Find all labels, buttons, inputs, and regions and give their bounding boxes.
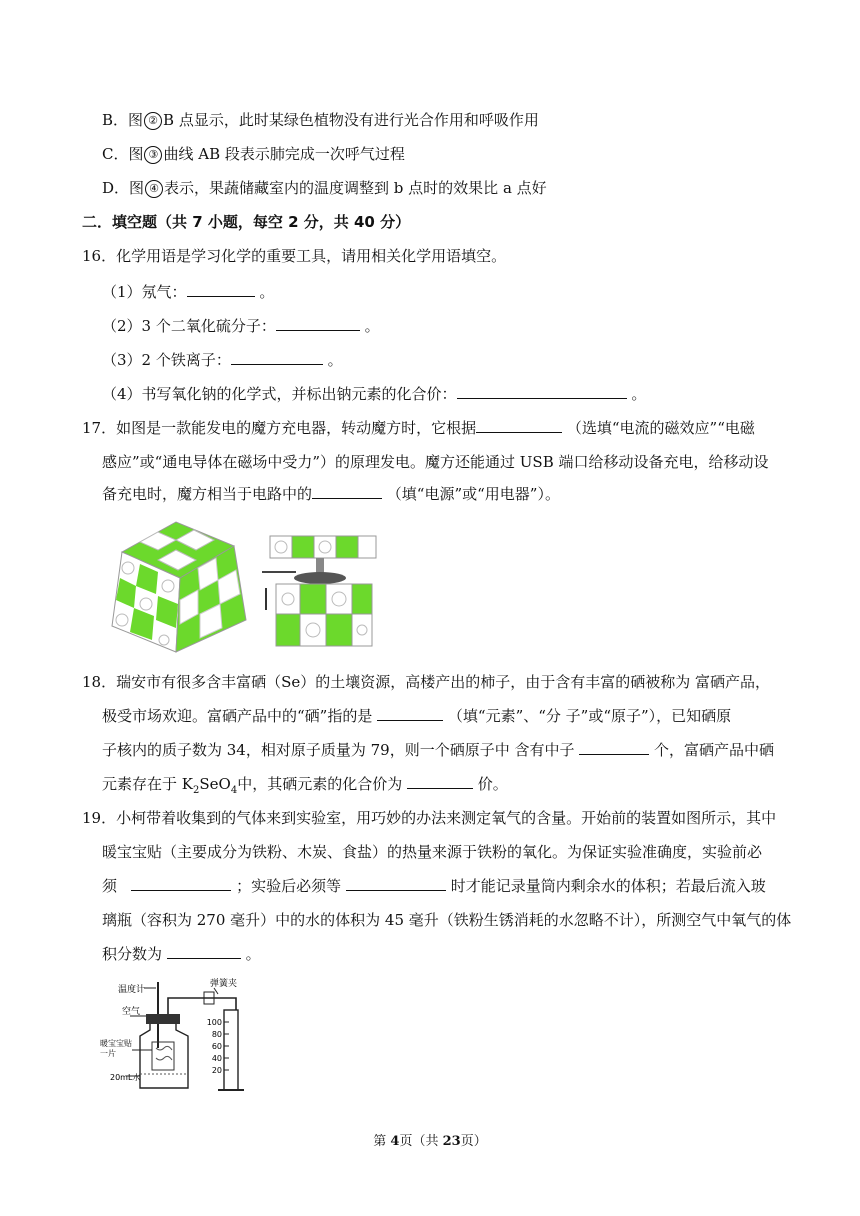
- page-number: 4: [390, 1134, 400, 1149]
- tick-label: 40: [211, 1054, 222, 1063]
- q18-text: 极受市场欢迎。富硒产品中的“硒”指的是: [102, 707, 373, 725]
- option-c: [102, 144, 405, 164]
- footer-text: 第: [373, 1134, 391, 1149]
- option-c-text: 曲线 AB 段表示肺完成一次呼气过程: [163, 145, 405, 163]
- period: 。: [259, 283, 275, 301]
- q18-text: 子核内的质子数为 34，相对原子质量为 79，则一个硒原子中 含有中子: [102, 741, 575, 759]
- period: 。: [327, 351, 343, 369]
- answer-blank[interactable]: [231, 350, 323, 365]
- q18-text: 元素存在于 K: [102, 775, 193, 793]
- q16-part4-label: （4）书写氧化钠的化学式，并标出钠元素的化合价：: [102, 385, 457, 403]
- q19-line1: 19．小柯带着收集到的气体来到实验室，用巧妙的办法来测定氧气的含量。开始前的装置如图所示，其中: [82, 809, 777, 827]
- period: 。: [631, 385, 647, 403]
- answer-blank[interactable]: [476, 418, 562, 433]
- answer-blank[interactable]: [457, 384, 627, 399]
- answer-blank[interactable]: [407, 774, 473, 789]
- answer-blank[interactable]: [276, 316, 360, 331]
- q16-part4: [102, 384, 646, 404]
- footer-text: 页）: [460, 1134, 487, 1149]
- q18-line2: [102, 706, 731, 726]
- option-d-prefix: D．图: [102, 179, 145, 197]
- q18-text: SeO: [199, 775, 231, 793]
- label-heat-pack: 暖宝宝贴: [100, 1039, 132, 1048]
- q19-text: 。: [245, 945, 261, 963]
- q16-part1-label: （1）氖气：: [102, 283, 187, 301]
- q17-line2: 感应”或“通电导体在磁场中受力”）的原理发电。魔方还能通过 USB 端口给移动设备充电，给移动设: [102, 453, 769, 471]
- answer-blank[interactable]: [167, 944, 241, 959]
- option-b-text: B 点显示，此时某绿色植物没有进行光合作用和呼吸作用: [163, 111, 539, 129]
- tick-label: 60: [211, 1042, 222, 1051]
- label-heat-pack-count: 一片: [100, 1049, 116, 1058]
- q19-line5: [102, 944, 261, 964]
- oxygen-apparatus-diagram: [96, 976, 256, 1100]
- usb-charger-cube-image: [262, 516, 382, 656]
- q18-text: 价。: [477, 775, 508, 793]
- q16-part3-label: （3）2 个铁离子：: [102, 351, 231, 369]
- magic-cube-image: [102, 516, 252, 656]
- label-water: 20mL水: [110, 1073, 141, 1082]
- q19-line2: 暖宝宝贴（主要成分为铁粉、木炭、食盐）的热量来源于铁粉的氧化。为保证实验准确度，实验前必: [102, 843, 763, 861]
- answer-blank[interactable]: [579, 740, 649, 755]
- period: 。: [364, 317, 380, 335]
- answer-blank[interactable]: [377, 706, 443, 721]
- subscript: 4: [230, 785, 238, 796]
- circled-number: ③: [144, 146, 162, 164]
- q17-text: （填“电源”或“用电器”）。: [386, 485, 560, 503]
- q17-text: （选填“电流的磁效应”“电磁: [566, 419, 755, 437]
- q17-line3: [102, 484, 560, 504]
- subscript: 2: [192, 785, 200, 796]
- q17-line1: [82, 418, 755, 438]
- tick-label: 100: [206, 1018, 222, 1027]
- q16-part1: [102, 282, 274, 302]
- q19-text: 须: [102, 877, 118, 895]
- q18-line4: [102, 774, 508, 801]
- q18-text: 个，富硒产品中硒: [654, 741, 775, 759]
- q19-line3: [102, 876, 766, 896]
- footer-text: 页（共: [399, 1134, 443, 1149]
- total-pages: 23: [442, 1134, 461, 1149]
- q19-text: 积分数为: [102, 945, 163, 963]
- label-clamp: 弹簧夹: [210, 979, 238, 989]
- answer-blank[interactable]: [346, 876, 446, 891]
- section-heading: 二．填空题（共 7 小题，每空 2 分，共 40 分）: [82, 213, 411, 231]
- tick-label: 20: [211, 1066, 222, 1075]
- q19-line4: 璃瓶（容积为 270 毫升）中的水的体积为 45 毫升（铁粉生锈消耗的水忽略不计），所测空气中氧气的体: [102, 911, 792, 929]
- q18-text: 中，其硒元素的化合价为: [237, 775, 403, 793]
- answer-blank[interactable]: [131, 876, 231, 891]
- option-c-prefix: C．图: [102, 145, 144, 163]
- tick-label: 80: [211, 1030, 222, 1039]
- answer-blank[interactable]: [312, 484, 382, 499]
- page-footer: [0, 1130, 860, 1149]
- option-d: [102, 178, 547, 198]
- q19-text: ；实验后必须等: [236, 877, 342, 895]
- option-b-prefix: B．图: [102, 111, 144, 129]
- option-b: [102, 110, 539, 130]
- q18-line3: [102, 740, 774, 760]
- q16-part3: [102, 350, 343, 370]
- q17-text: 备充电时，魔方相当于电路中的: [102, 485, 313, 503]
- q16-stem: 16．化学用语是学习化学的重要工具，请用相关化学用语填空。: [82, 247, 507, 265]
- q19-text: 时才能记录量筒内剩余水的体积；若最后流入玻: [450, 877, 766, 895]
- q17-text: 17．如图是一款能发电的魔方充电器，转动魔方时，它根据: [82, 419, 477, 437]
- label-thermometer: 温度计: [118, 985, 146, 995]
- q16-part2-label: （2）3 个二氧化硫分子：: [102, 317, 276, 335]
- q18-text: （填“元素”、“分 子”或“原子”），已知硒原: [447, 707, 732, 725]
- label-air: 空气: [122, 1007, 141, 1017]
- q16-part2: [102, 316, 380, 336]
- circled-number: ②: [144, 112, 162, 130]
- answer-blank[interactable]: [187, 282, 255, 297]
- circled-number: ④: [145, 180, 163, 198]
- q18-line1: 18．瑞安市有很多含丰富硒（Se）的土壤资源，高楼产出的柿子，由于含有丰富的硒被称为 富硒产品，: [82, 673, 771, 691]
- option-d-text: 表示，果蔬储藏室内的温度调整到 b 点时的效果比 a 点好: [164, 179, 547, 197]
